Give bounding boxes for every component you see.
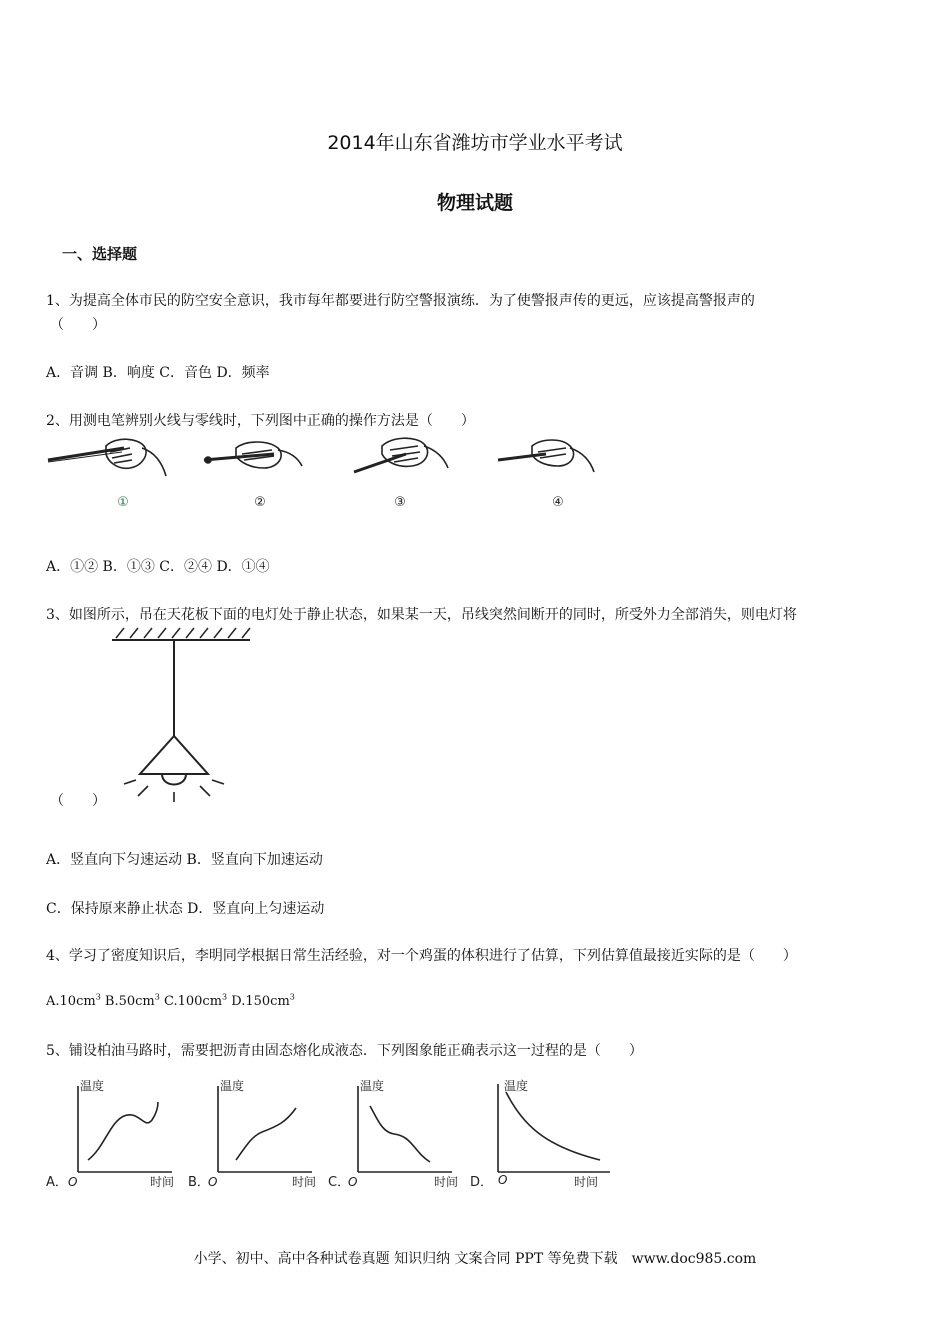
svg-text:时间: 时间 (574, 1175, 599, 1189)
svg-text:O: O (68, 1175, 78, 1189)
question-3-stem: 3、如图所示，吊在天花板下面的电灯处于静止状态，如果某一天，吊线突然间断开的同时，所受外力全部消失，则电灯将 (46, 607, 797, 623)
svg-text:温度: 温度 (504, 1079, 529, 1093)
exam-subtitle: 物理试题 (436, 192, 513, 214)
test-pen-hand-3 (354, 438, 448, 472)
page-footer: 小学、初中、高中各种试卷真题 知识归纳 文案合同 PPT 等免费下载 www.doc985.com (193, 1251, 757, 1267)
question-1-blank: （ ） (50, 317, 106, 333)
svg-text:温度: 温度 (220, 1079, 245, 1093)
test-pen-figure (46, 432, 606, 514)
test-pen-hand-2 (204, 442, 302, 468)
option-a: $A.10cm^3$ (46, 993, 101, 1010)
graph-d (498, 1078, 610, 1189)
graph-b (208, 1078, 316, 1189)
graph-c-letter: C． (328, 1175, 351, 1190)
svg-text:温度: 温度 (360, 1079, 385, 1093)
question-3-options-1: A．竖直向下匀速运动 B．竖直向下加速运动 (46, 852, 323, 868)
ceiling-hatch (116, 628, 250, 638)
question-2-stem: 2、用测电笔辨别火线与零线时，下列图中正确的操作方法是（ ） (46, 413, 475, 429)
graph-d-letter: D． (470, 1175, 494, 1190)
svg-text:时间: 时间 (434, 1175, 459, 1189)
option-d: $D.150cm^3$ (227, 993, 295, 1010)
question-3-options-2: C．保持原来静止状态 D．竖直向上匀速运动 (46, 901, 325, 917)
question-1-options: A．音调 B．响度 C．音色 D．频率 (46, 365, 270, 381)
question-2-options: A．①② B．①③ C．②④ D．①④ (46, 559, 270, 575)
question-4-options (46, 993, 295, 1009)
question-5-stem: 5、铺设柏油马路时，需要把沥青由固态熔化成液态．下列图象能正确表示这一过程的是（ ） (46, 1043, 643, 1059)
svg-text:O: O (208, 1175, 218, 1189)
svg-text:时间: 时间 (150, 1175, 175, 1189)
graph-c (348, 1078, 458, 1189)
hanging-lamp-figure (108, 626, 252, 806)
svg-text:O: O (348, 1175, 358, 1189)
test-pen-hand-1 (48, 439, 166, 476)
svg-text:温度: 温度 (80, 1079, 105, 1093)
lamp-bulb (162, 774, 186, 785)
section-heading: 一、选择题 (62, 245, 138, 263)
graph-a (68, 1078, 174, 1189)
svg-text:时间: 时间 (292, 1175, 317, 1189)
test-pen-hand-4 (498, 440, 594, 472)
question-4-stem: 4、学习了密度知识后，李明同学根据日常生活经验，对一个鸡蛋的体积进行了估算，下列估算值最接近实际的是（ ） (46, 948, 797, 964)
option-c: $C.100cm^3$ (159, 993, 228, 1010)
melting-graphs (40, 1076, 620, 1196)
lamp-light-rays (124, 780, 224, 802)
exam-title: 2014年山东省潍坊市学业水平考试 (327, 132, 623, 154)
graph-a-letter: A． (46, 1175, 68, 1190)
figure-label-3: ③ (394, 495, 406, 510)
question-1-stem: 1、为提高全体市民的防空安全意识，我市每年都要进行防空警报演练．为了使警报声传的更远，应该提高警报声的 (46, 293, 755, 309)
figure-label-1: ① (117, 495, 129, 510)
figure-label-4: ④ (552, 495, 564, 510)
graph-b-letter: B． (188, 1175, 210, 1190)
option-b: $B.50cm^3$ (100, 993, 160, 1010)
svg-text:O: O (498, 1173, 508, 1187)
question-3-blank: （ ） (50, 793, 106, 809)
figure-label-2: ② (254, 495, 266, 510)
lamp-shade (140, 736, 208, 774)
